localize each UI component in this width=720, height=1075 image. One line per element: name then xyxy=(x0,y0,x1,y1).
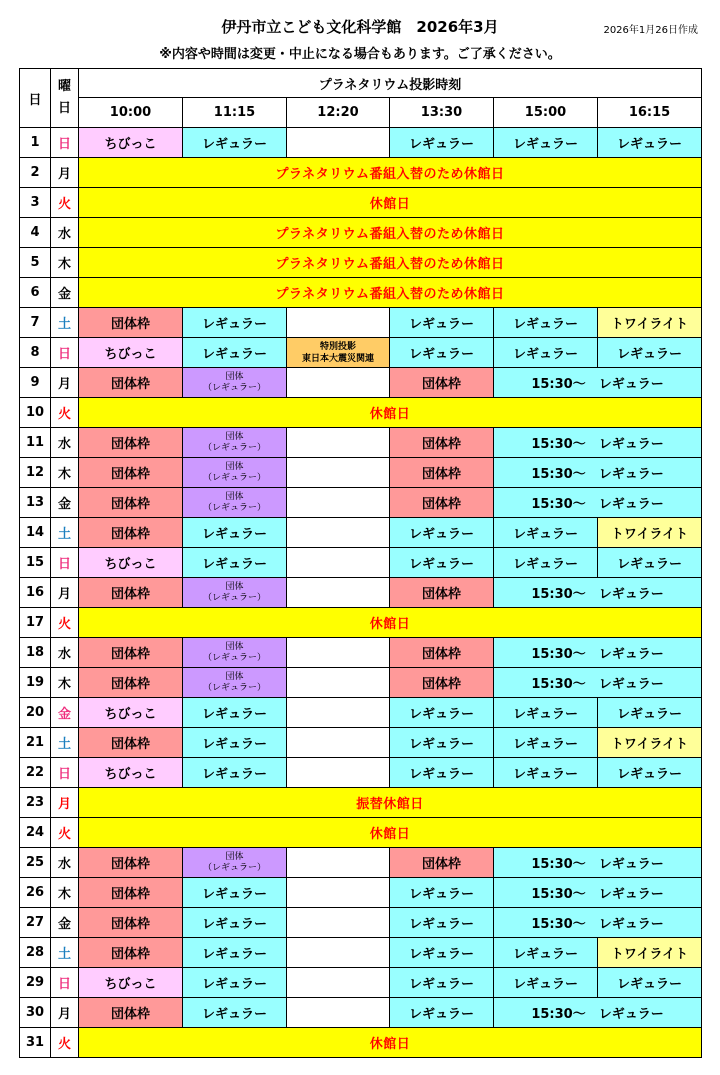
schedule-row xyxy=(20,608,702,638)
session-chibikko: ちびっこ xyxy=(79,698,183,728)
weekday: 月 xyxy=(51,998,79,1028)
session-regular: レギュラー xyxy=(390,758,494,788)
schedule-row xyxy=(20,368,702,398)
session-group: 団体枠 xyxy=(79,848,183,878)
schedule-row xyxy=(20,758,702,788)
weekday: 日 xyxy=(51,968,79,998)
session-regular: レギュラー xyxy=(598,968,702,998)
session-group-regular xyxy=(183,458,287,488)
schedule-row xyxy=(20,998,702,1028)
session-regular: レギュラー xyxy=(183,878,287,908)
day-number: 29 xyxy=(20,968,51,998)
weekday: 月 xyxy=(51,788,79,818)
day-number: 14 xyxy=(20,518,51,548)
closed-notice: 休館日 xyxy=(79,608,702,638)
session-regular: レギュラー xyxy=(494,128,598,158)
day-number: 6 xyxy=(20,278,51,308)
weekday: 木 xyxy=(51,458,79,488)
day-number: 12 xyxy=(20,458,51,488)
session-regular: レギュラー xyxy=(390,308,494,338)
session-regular: レギュラー xyxy=(390,968,494,998)
header-time: 13:30 xyxy=(390,98,494,128)
session-group: 団体枠 xyxy=(390,428,494,458)
session-empty xyxy=(287,728,390,758)
weekday: 水 xyxy=(51,638,79,668)
closed-notice: 休館日 xyxy=(79,188,702,218)
schedule-row xyxy=(20,398,702,428)
session-empty xyxy=(287,968,390,998)
header-time: 12:20 xyxy=(287,98,390,128)
session-regular: レギュラー xyxy=(390,698,494,728)
group-regular-label: （レギュラー） xyxy=(202,382,266,393)
session-regular: レギュラー xyxy=(598,548,702,578)
weekday: 金 xyxy=(51,278,79,308)
group-label: 団体 xyxy=(225,431,244,442)
day-number: 13 xyxy=(20,488,51,518)
session-group: 団体枠 xyxy=(390,368,494,398)
session-late-regular: 15:30～ レギュラー xyxy=(494,488,702,518)
group-label: 団体 xyxy=(225,641,244,652)
session-chibikko: ちびっこ xyxy=(79,758,183,788)
schedule-row xyxy=(20,188,702,218)
session-regular: レギュラー xyxy=(390,908,494,938)
weekday: 火 xyxy=(51,188,79,218)
schedule-table xyxy=(19,68,702,1058)
session-empty xyxy=(287,698,390,728)
session-regular: レギュラー xyxy=(183,338,287,368)
schedule-row xyxy=(20,878,702,908)
weekday: 日 xyxy=(51,128,79,158)
session-regular: レギュラー xyxy=(494,308,598,338)
group-regular-label: （レギュラー） xyxy=(202,472,266,483)
day-number: 7 xyxy=(20,308,51,338)
session-group: 団体枠 xyxy=(390,638,494,668)
weekday: 木 xyxy=(51,668,79,698)
closed-notice: プラネタリウム番組入替のため休館日 xyxy=(79,278,702,308)
session-regular: レギュラー xyxy=(183,758,287,788)
session-group: 団体枠 xyxy=(79,728,183,758)
session-late-regular: 15:30～ レギュラー xyxy=(494,668,702,698)
closed-notice: 休館日 xyxy=(79,398,702,428)
day-number: 8 xyxy=(20,338,51,368)
schedule-row xyxy=(20,428,702,458)
group-regular-label: （レギュラー） xyxy=(202,682,266,693)
session-regular: レギュラー xyxy=(183,128,287,158)
weekday: 月 xyxy=(51,368,79,398)
session-group-regular xyxy=(183,668,287,698)
session-late-regular: 15:30～ レギュラー xyxy=(494,998,702,1028)
session-late-regular: 15:30～ レギュラー xyxy=(494,638,702,668)
session-empty xyxy=(287,308,390,338)
day-number: 25 xyxy=(20,848,51,878)
page-title: 伊丹市立こども文化科学館 2026年3月 xyxy=(221,18,499,36)
session-group: 団体枠 xyxy=(79,668,183,698)
session-regular: レギュラー xyxy=(494,548,598,578)
session-regular: レギュラー xyxy=(390,998,494,1028)
weekday: 月 xyxy=(51,578,79,608)
closed-notice: 休館日 xyxy=(79,818,702,848)
session-regular: レギュラー xyxy=(494,938,598,968)
session-regular: レギュラー xyxy=(494,338,598,368)
day-number: 26 xyxy=(20,878,51,908)
session-empty xyxy=(287,848,390,878)
weekday: 火 xyxy=(51,608,79,638)
weekday: 火 xyxy=(51,818,79,848)
session-empty xyxy=(287,368,390,398)
session-regular: レギュラー xyxy=(494,728,598,758)
session-regular: レギュラー xyxy=(390,878,494,908)
session-group: 団体枠 xyxy=(390,488,494,518)
day-number: 20 xyxy=(20,698,51,728)
schedule-row xyxy=(20,548,702,578)
weekday: 日 xyxy=(51,338,79,368)
header-time: 10:00 xyxy=(79,98,183,128)
day-number: 15 xyxy=(20,548,51,578)
schedule-row xyxy=(20,728,702,758)
schedule-row xyxy=(20,458,702,488)
day-number: 11 xyxy=(20,428,51,458)
session-chibikko: ちびっこ xyxy=(79,968,183,998)
created-date: 2026年1月26日作成 xyxy=(603,25,698,36)
session-regular: レギュラー xyxy=(598,338,702,368)
day-number: 30 xyxy=(20,998,51,1028)
day-number: 3 xyxy=(20,188,51,218)
group-label: 団体 xyxy=(225,671,244,682)
session-empty xyxy=(287,128,390,158)
schedule-row xyxy=(20,908,702,938)
session-regular: レギュラー xyxy=(390,338,494,368)
session-empty xyxy=(287,758,390,788)
header-day: 日 xyxy=(20,69,51,128)
group-regular-label: （レギュラー） xyxy=(202,592,266,603)
session-late-regular: 15:30～ レギュラー xyxy=(494,458,702,488)
session-regular: レギュラー xyxy=(390,728,494,758)
closed-notice: 休館日 xyxy=(79,1028,702,1058)
session-empty xyxy=(287,638,390,668)
session-regular: レギュラー xyxy=(183,998,287,1028)
day-number: 17 xyxy=(20,608,51,638)
session-chibikko: ちびっこ xyxy=(79,128,183,158)
session-empty xyxy=(287,428,390,458)
session-regular: レギュラー xyxy=(183,938,287,968)
session-regular: レギュラー xyxy=(183,518,287,548)
weekday: 木 xyxy=(51,248,79,278)
session-empty xyxy=(287,578,390,608)
session-empty xyxy=(287,458,390,488)
weekday: 土 xyxy=(51,308,79,338)
weekday: 日 xyxy=(51,758,79,788)
session-regular: レギュラー xyxy=(183,728,287,758)
group-label: 団体 xyxy=(225,851,244,862)
group-regular-label: （レギュラー） xyxy=(202,862,266,873)
weekday: 日 xyxy=(51,548,79,578)
header-planetarium: プラネタリウム投影時刻 xyxy=(79,69,702,98)
day-number: 9 xyxy=(20,368,51,398)
closed-notice: プラネタリウム番組入替のため休館日 xyxy=(79,218,702,248)
session-group: 団体枠 xyxy=(79,458,183,488)
day-number: 31 xyxy=(20,1028,51,1058)
session-late-regular: 15:30～ レギュラー xyxy=(494,878,702,908)
weekday: 土 xyxy=(51,518,79,548)
schedule-row xyxy=(20,308,702,338)
group-label: 団体 xyxy=(225,371,244,382)
weekday: 土 xyxy=(51,728,79,758)
group-label: 団体 xyxy=(225,461,244,472)
day-number: 4 xyxy=(20,218,51,248)
schedule-row xyxy=(20,818,702,848)
schedule-row xyxy=(20,668,702,698)
weekday: 木 xyxy=(51,878,79,908)
day-number: 27 xyxy=(20,908,51,938)
day-number: 1 xyxy=(20,128,51,158)
weekday: 火 xyxy=(51,398,79,428)
session-chibikko: ちびっこ xyxy=(79,338,183,368)
closed-notice: 振替休館日 xyxy=(79,788,702,818)
schedule-row xyxy=(20,278,702,308)
schedule-row xyxy=(20,488,702,518)
session-regular: レギュラー xyxy=(494,758,598,788)
session-empty xyxy=(287,938,390,968)
session-regular: レギュラー xyxy=(390,518,494,548)
session-late-regular: 15:30～ レギュラー xyxy=(494,368,702,398)
notice-text: ※内容や時間は変更・中止になる場合もあります。ご了承ください。 xyxy=(159,47,561,62)
session-regular: レギュラー xyxy=(598,698,702,728)
session-group-regular xyxy=(183,848,287,878)
session-regular: レギュラー xyxy=(390,938,494,968)
group-label: 団体 xyxy=(225,581,244,592)
session-group: 団体枠 xyxy=(390,848,494,878)
session-empty xyxy=(287,998,390,1028)
session-regular: レギュラー xyxy=(494,968,598,998)
session-group: 団体枠 xyxy=(79,578,183,608)
session-regular: レギュラー xyxy=(598,128,702,158)
session-group: 団体枠 xyxy=(79,368,183,398)
session-empty xyxy=(287,518,390,548)
session-group-regular xyxy=(183,578,287,608)
session-group-regular xyxy=(183,638,287,668)
session-group: 団体枠 xyxy=(79,998,183,1028)
session-group-regular xyxy=(183,368,287,398)
session-group-regular xyxy=(183,428,287,458)
header-weekday-char: 曜 xyxy=(57,79,71,94)
header-time: 15:00 xyxy=(494,98,598,128)
session-regular: レギュラー xyxy=(390,548,494,578)
schedule-row xyxy=(20,518,702,548)
day-number: 19 xyxy=(20,668,51,698)
session-empty xyxy=(287,488,390,518)
session-group: 団体枠 xyxy=(79,908,183,938)
session-regular: レギュラー xyxy=(183,698,287,728)
schedule-row xyxy=(20,248,702,278)
session-twilight: トワイライト xyxy=(598,728,702,758)
header-time: 11:15 xyxy=(183,98,287,128)
session-late-regular: 15:30～ レギュラー xyxy=(494,908,702,938)
session-group: 団体枠 xyxy=(79,428,183,458)
day-number: 16 xyxy=(20,578,51,608)
weekday: 金 xyxy=(51,698,79,728)
weekday: 土 xyxy=(51,938,79,968)
header-weekday xyxy=(51,69,79,128)
day-number: 18 xyxy=(20,638,51,668)
schedule-row xyxy=(20,848,702,878)
day-number: 21 xyxy=(20,728,51,758)
session-empty xyxy=(287,908,390,938)
weekday: 金 xyxy=(51,908,79,938)
session-group: 団体枠 xyxy=(390,668,494,698)
day-number: 23 xyxy=(20,788,51,818)
session-twilight: トワイライト xyxy=(598,308,702,338)
schedule-row xyxy=(20,938,702,968)
session-twilight: トワイライト xyxy=(598,938,702,968)
session-regular: レギュラー xyxy=(598,758,702,788)
session-regular: レギュラー xyxy=(494,698,598,728)
schedule-row xyxy=(20,218,702,248)
session-regular: レギュラー xyxy=(183,968,287,998)
schedule-row xyxy=(20,128,702,158)
session-group: 団体枠 xyxy=(79,638,183,668)
schedule-row xyxy=(20,698,702,728)
session-late-regular: 15:30～ レギュラー xyxy=(494,848,702,878)
session-twilight: トワイライト xyxy=(598,518,702,548)
group-regular-label: （レギュラー） xyxy=(202,502,266,513)
group-label: 団体 xyxy=(225,491,244,502)
session-group: 団体枠 xyxy=(79,938,183,968)
schedule-row xyxy=(20,968,702,998)
schedule-row xyxy=(20,158,702,188)
session-regular: レギュラー xyxy=(183,308,287,338)
closed-notice: プラネタリウム番組入替のため休館日 xyxy=(79,248,702,278)
session-group: 団体枠 xyxy=(79,308,183,338)
special-theme: 東日本大震災関連 xyxy=(301,353,374,364)
day-number: 28 xyxy=(20,938,51,968)
weekday: 水 xyxy=(51,428,79,458)
weekday: 月 xyxy=(51,158,79,188)
special-label: 特別投影 xyxy=(319,341,356,352)
schedule-row xyxy=(20,338,702,368)
session-empty xyxy=(287,668,390,698)
group-regular-label: （レギュラー） xyxy=(202,652,266,663)
session-empty xyxy=(287,878,390,908)
day-number: 2 xyxy=(20,158,51,188)
day-number: 5 xyxy=(20,248,51,278)
header-time: 16:15 xyxy=(598,98,702,128)
day-number: 22 xyxy=(20,758,51,788)
session-group: 団体枠 xyxy=(390,578,494,608)
weekday: 金 xyxy=(51,488,79,518)
session-group: 団体枠 xyxy=(390,458,494,488)
day-number: 24 xyxy=(20,818,51,848)
schedule-row xyxy=(20,1028,702,1058)
schedule-row xyxy=(20,578,702,608)
schedule-row xyxy=(20,638,702,668)
session-regular: レギュラー xyxy=(183,908,287,938)
weekday: 水 xyxy=(51,218,79,248)
header-weekday-char: 日 xyxy=(57,101,71,116)
day-number: 10 xyxy=(20,398,51,428)
session-regular: レギュラー xyxy=(183,548,287,578)
session-late-regular: 15:30～ レギュラー xyxy=(494,428,702,458)
session-group: 団体枠 xyxy=(79,518,183,548)
schedule-row xyxy=(20,788,702,818)
session-group: 団体枠 xyxy=(79,488,183,518)
session-group: 団体枠 xyxy=(79,878,183,908)
session-empty xyxy=(287,548,390,578)
session-regular: レギュラー xyxy=(494,518,598,548)
session-regular: レギュラー xyxy=(390,128,494,158)
header-weekday-text xyxy=(51,76,78,120)
weekday: 水 xyxy=(51,848,79,878)
session-late-regular: 15:30～ レギュラー xyxy=(494,578,702,608)
closed-notice: プラネタリウム番組入替のため休館日 xyxy=(79,158,702,188)
session-chibikko: ちびっこ xyxy=(79,548,183,578)
session-special xyxy=(287,338,390,368)
weekday: 火 xyxy=(51,1028,79,1058)
group-regular-label: （レギュラー） xyxy=(202,442,266,453)
session-group-regular xyxy=(183,488,287,518)
